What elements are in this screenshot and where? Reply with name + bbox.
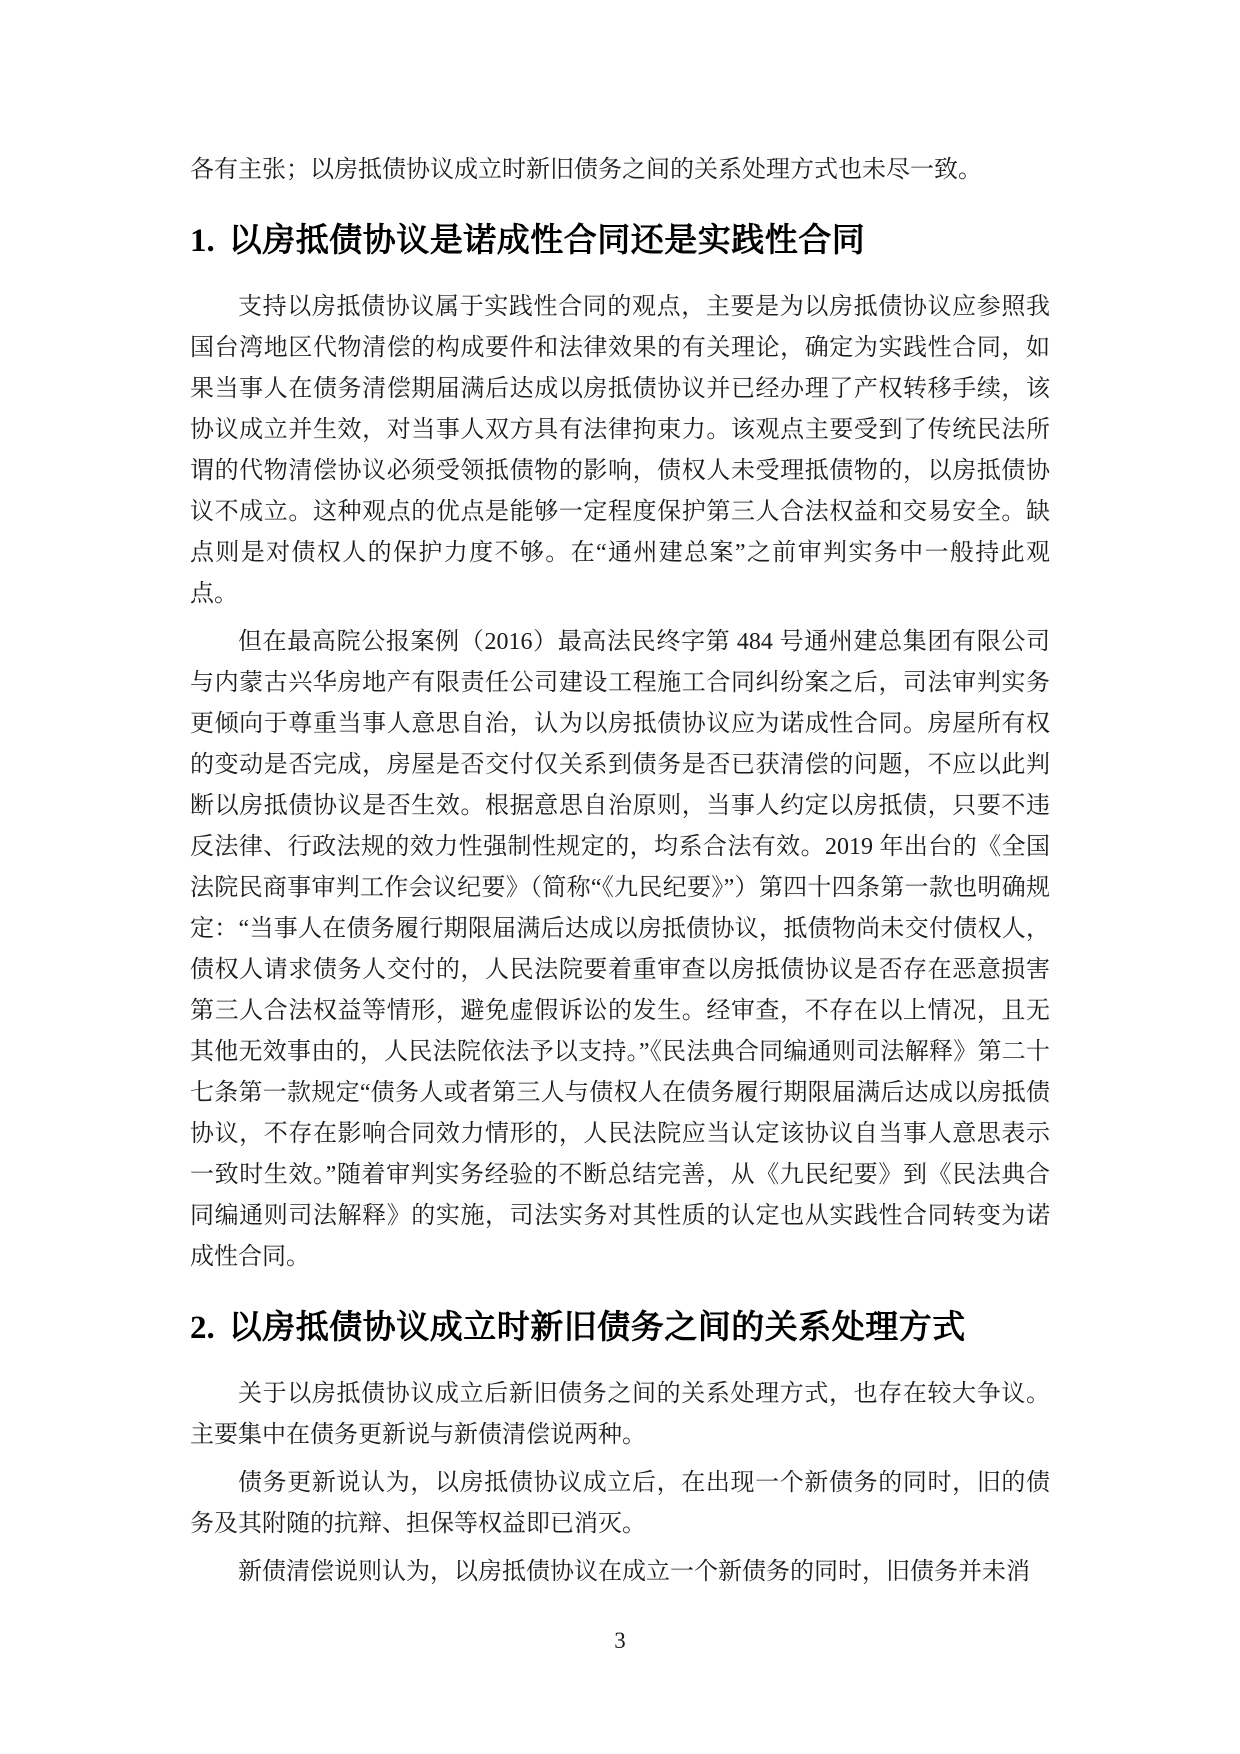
section-2-paragraph-1: 关于以房抵债协议成立后新旧债务之间的关系处理方式，也存在较大争议。主要集中在债务更新说与新债清偿说两种。 — [190, 1381, 1050, 1448]
section-1-heading — [190, 218, 1050, 263]
continuation-paragraph: 各有主张；以房抵债协议成立时新旧债务之间的关系处理方式也未尽一致。 — [190, 157, 982, 183]
page-content — [190, 150, 1050, 1600]
section-2-paragraph-2: 债务更新说认为，以房抵债协议成立后，在出现一个新债务的同时，旧的债务及其附随的抗辩、担保等权益即已消灭。 — [190, 1470, 1050, 1537]
section-2-heading — [190, 1305, 1050, 1350]
page-number: 3 — [614, 1628, 626, 1653]
section-2-paragraph-3: 新债清偿说则认为，以房抵债协议在成立一个新债务的同时，旧债务并未消 — [238, 1559, 1030, 1585]
section-1-number: 1. — [190, 223, 215, 259]
section-1-title: 以房抵债协议是诺成性合同还是实践性合同 — [228, 221, 866, 258]
section-2-number: 2. — [190, 1310, 215, 1346]
section-2-title: 以房抵债协议成立时新旧债务之间的关系处理方式 — [228, 1308, 966, 1345]
section-1-paragraph-1: 支持以房抵债协议属于实践性合同的观点，主要是为以房抵债协议应参照我国台湾地区代物清偿的构成要件和法律效果的有关理论，确定为实践性合同，如果当事人在债务清偿期届满后达成以房抵债协议并已经办理了产权转移手续，该协议成立并生效，对当事人双方具有法律拘束力。该观点主要受到了传统民法所谓的代物清偿协议必须受领抵债物的影响，债权人未受理抵债物的，以房抵债协议不成立。这种观点的优点是能够一定程度保护第三人合法权益和交易安全。缺点则是对债权人的保护力度不够。在“通州建总案”之前审判实务中一般持此观点。 — [190, 294, 1050, 607]
section-1-paragraph-2: 但在最高院公报案例（2016）最高法民终字第 484 号通州建总集团有限公司与内蒙古兴华房地产有限责任公司建设工程施工合同纠纷案之后，司法审判实务更倾向于尊重当事人意思自治，认为以房抵债协议应为诺成性合同。房屋所有权的变动是否完成，房屋是否交付仅关系到债务是否已获清偿的问题，不应以此判断以房抵债协议是否生效。根据意思自治原则，当事人约定以房抵债，只要不违反法律、行政法规的效力性强制性规定的，均系合法有效。2019 年出台的《全国法院民商事审判工作会议纪要》（简称“《九民纪要》”）第四十四条第一款也明确规定：“当事人在债务履行期限届满后达成以房抵债协议，抵债物尚未交付债权人，债权人请求债务人交付的，人民法院要着重审查以房抵债协议是否存在恶意损害第三人合法权益等情形，避免虚假诉讼的发生。经审查，不存在以上情况，且无其他无效事由的，人民法院依法予以支持。”《民法典合同编通则司法解释》第二十七条第一款规定“债务人或者第三人与债权人在债务履行期限届满后达成以房抵债协议，不存在影响合同效力情形的，人民法院应当认定该协议自当事人意思表示一致时生效。”随着审判实务经验的不断总结完善，从《九民纪要》到《民法典合同编通则司法解释》的实施，司法实务对其性质的认定也从实践性合同转变为诺成性合同。 — [190, 629, 1050, 1270]
